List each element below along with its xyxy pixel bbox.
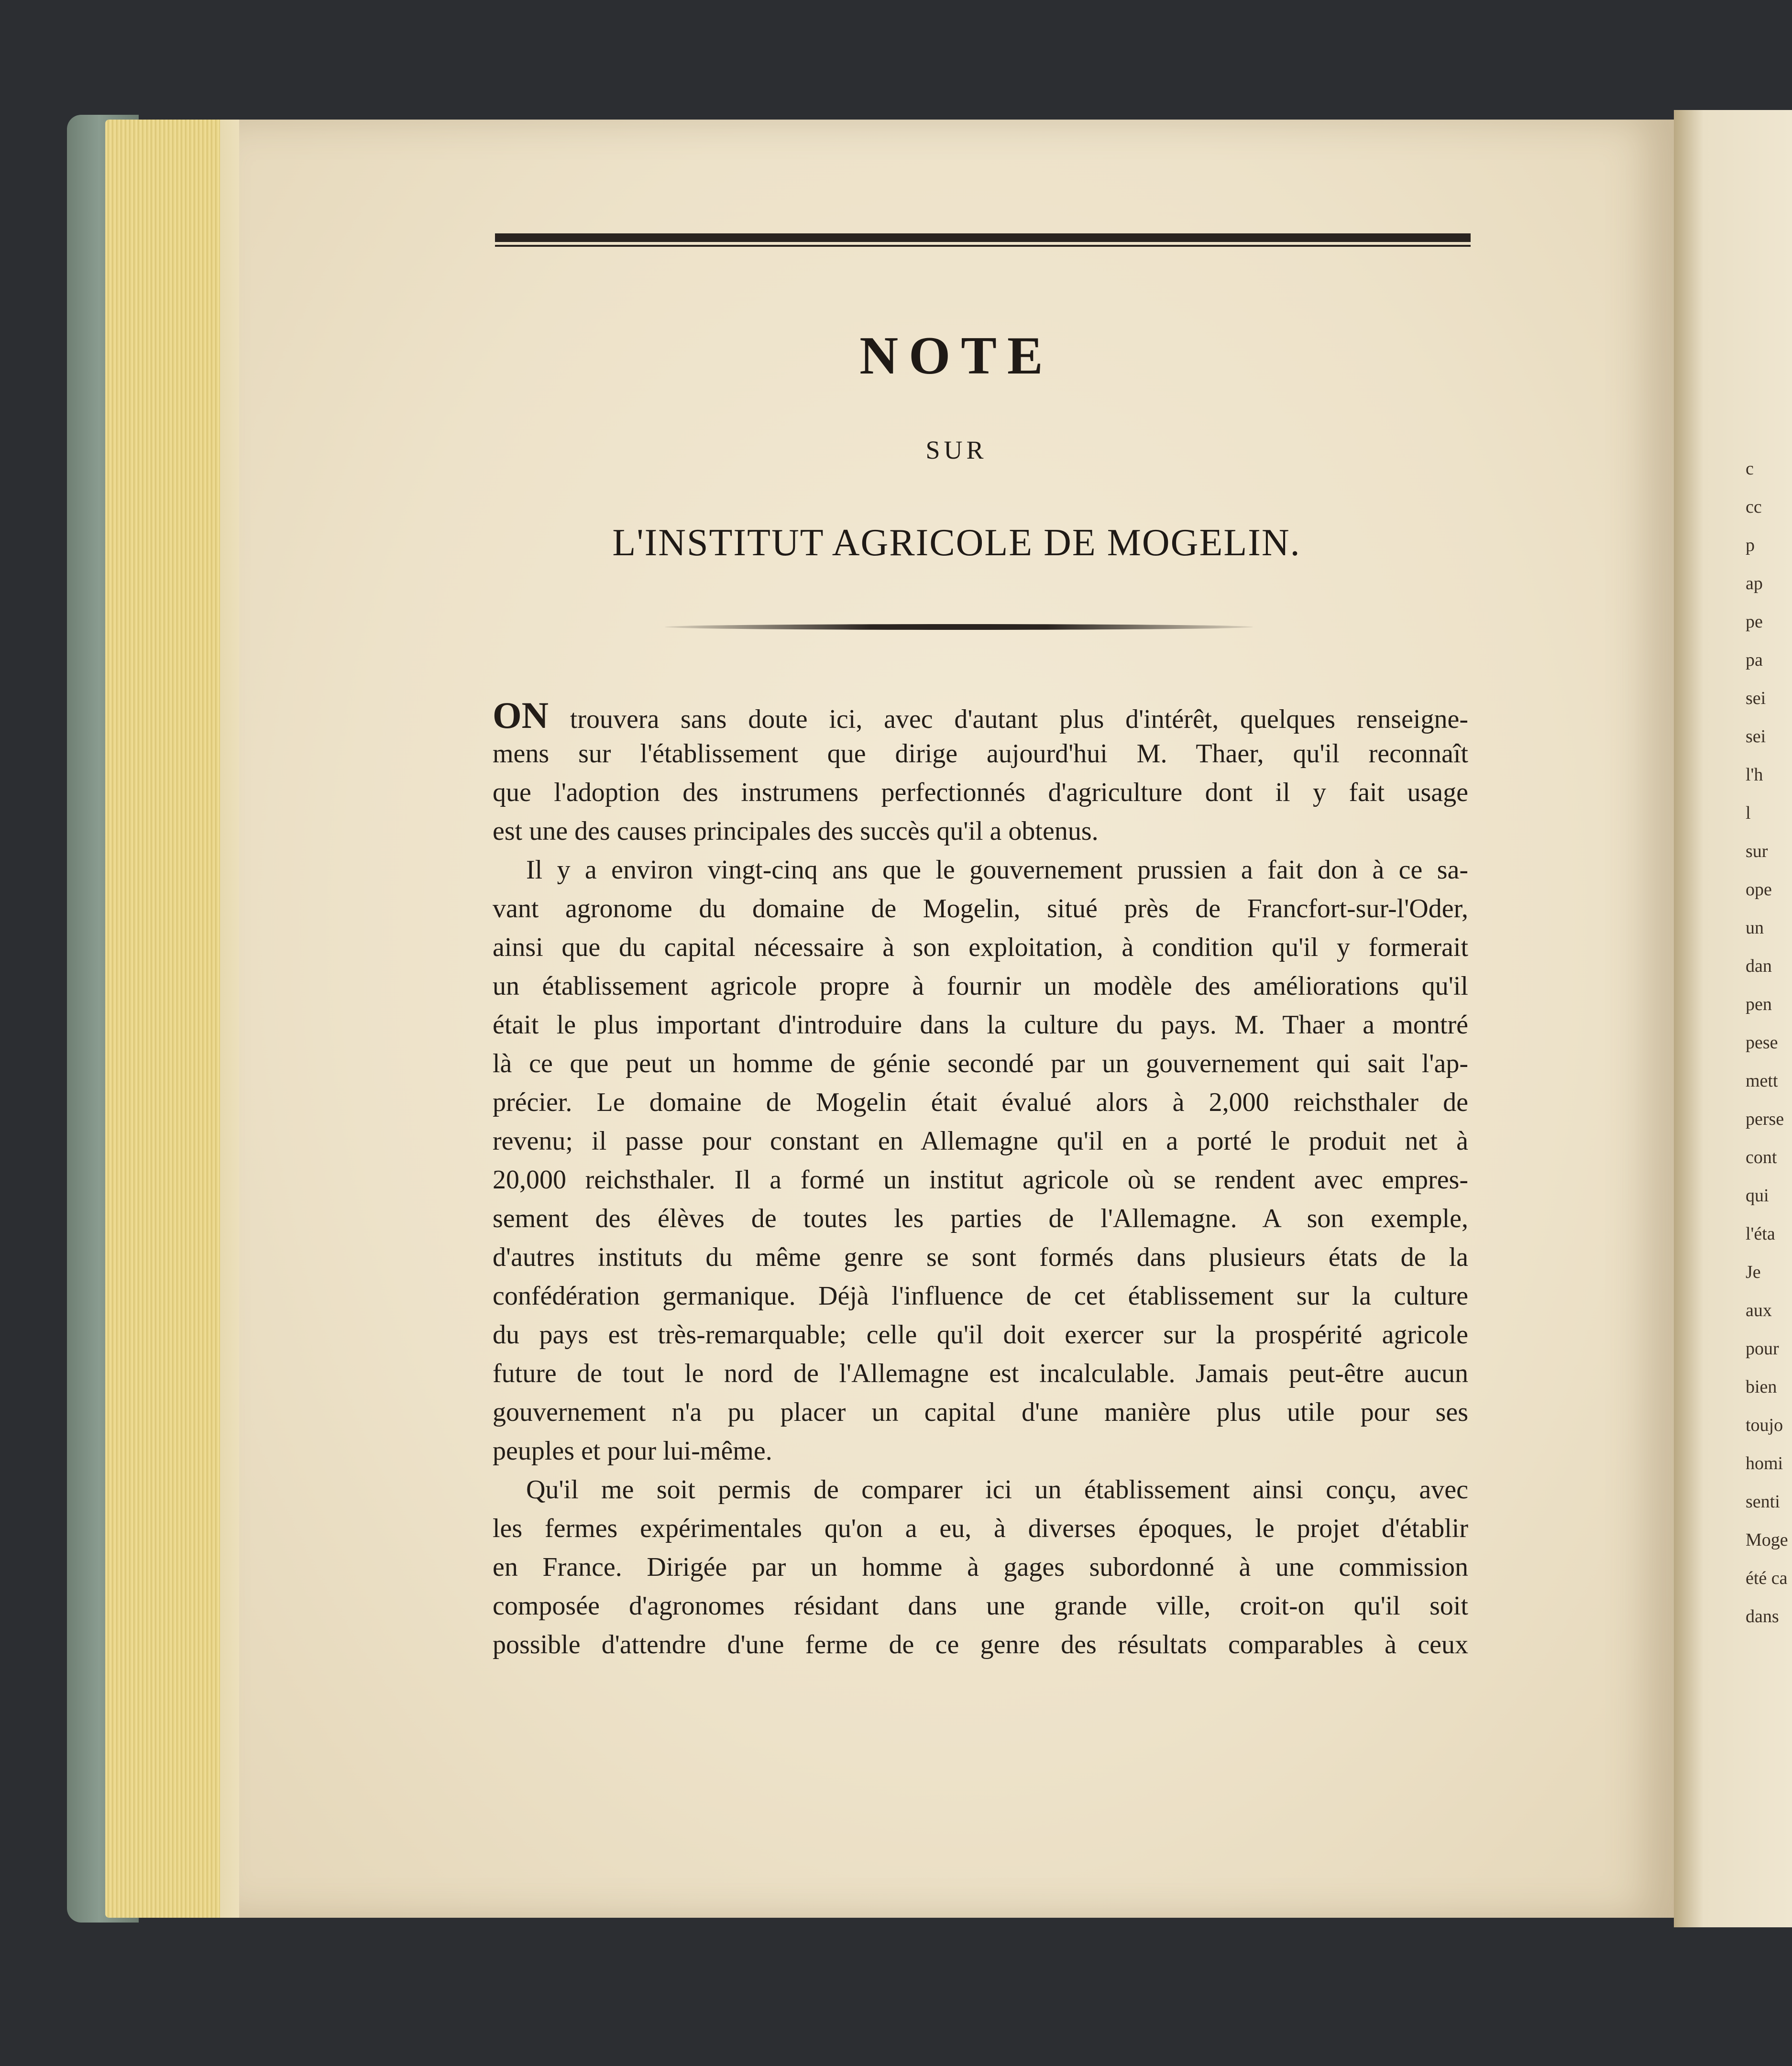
adjacent-word: p — [1746, 535, 1755, 555]
adjacent-word: dan — [1746, 956, 1772, 976]
drop-cap: ON — [493, 694, 549, 736]
adjacent-word: sei — [1746, 726, 1766, 747]
page-edges — [105, 120, 249, 1918]
adjacent-word: l'h — [1746, 765, 1763, 785]
adjacent-word: ap — [1746, 573, 1763, 593]
adjacent-word: Je — [1746, 1262, 1761, 1282]
text-line: future de tout le nord de l'Allemagne est incalculable. Jamais peut-être aucun — [493, 1359, 1468, 1388]
text-line: est une des causes principales des succès qu'il a obtenus. — [493, 816, 1099, 846]
adjacent-word: c — [1746, 459, 1754, 479]
page-subtitle: L'INSTITUT AGRICOLE DE MOGELIN. — [612, 522, 1301, 564]
adjacent-word: sur — [1746, 841, 1768, 861]
text-line: ON trouvera sans doute ici, avec d'autant plus d'intérêt, quelques renseigne- — [493, 694, 1468, 736]
adjacent-word: sei — [1746, 688, 1766, 708]
adjacent-word: ope — [1746, 879, 1772, 900]
text-line: vant agronome du domaine de Mogelin, situé près de Francfort-sur-l'Oder, — [493, 894, 1468, 923]
text-line: là ce que peut un homme de génie secondé par un gouvernement qui sait l'ap- — [493, 1049, 1468, 1078]
text-line: en France. Dirigée par un homme à gages subordonné à une commission — [493, 1552, 1468, 1582]
adjacent-word: un — [1746, 918, 1764, 938]
text-line: mens sur l'établissement que dirige aujourd'hui M. Thaer, qu'il reconnaît — [493, 739, 1468, 769]
adjacent-word: l — [1746, 803, 1751, 823]
adjacent-word: homi — [1746, 1453, 1783, 1473]
adjacent-word: cont — [1746, 1147, 1777, 1167]
adjacent-word: pese — [1746, 1033, 1778, 1053]
page-title: NOTE — [859, 326, 1054, 385]
text-line: composée d'agronomes résidant dans une grande ville, croit-on qu'il soit — [493, 1591, 1468, 1621]
text-line: gouvernement n'a pu placer un capital d'une manière plus utile pour ses — [493, 1397, 1468, 1427]
text-line: sement des élèves de toutes les parties de l'Allemagne. A son exemple, — [493, 1204, 1468, 1233]
adjacent-word: perse — [1746, 1109, 1784, 1129]
text-line: précier. Le domaine de Mogelin était évalué alors à 2,000 reichsthaler de — [493, 1088, 1468, 1117]
top-rule — [495, 233, 1471, 242]
text-line: du pays est très-remarquable; celle qu'il doit exercer sur la prospérité agricole — [493, 1320, 1468, 1350]
adjacent-word: pour — [1746, 1339, 1779, 1359]
text-line: que l'adoption des instrumens perfectionnés d'agriculture dont il y fait usage — [493, 778, 1468, 807]
adjacent-word: aux — [1746, 1300, 1772, 1320]
text-line: Il y a environ vingt-cinq ans que le gouvernement prussien a fait don à ce sa- — [526, 855, 1468, 885]
adjacent-word: qui — [1746, 1186, 1769, 1206]
adjacent-word: cc — [1746, 497, 1762, 517]
adjacent-word: l'éta — [1746, 1224, 1775, 1244]
adjacent-word: senti — [1746, 1492, 1780, 1512]
body-text — [493, 696, 1468, 1664]
text-line: 20,000 reichsthaler. Il a formé un institut agricole où se rendent avec empres- — [493, 1165, 1468, 1195]
text-line: les fermes expérimentales qu'on a eu, à diverses époques, le projet d'établir — [493, 1514, 1468, 1543]
text-line: était le plus important d'introduire dans la culture du pays. M. Thaer a montré — [493, 1010, 1468, 1040]
text-line: ainsi que du capital nécessaire à son exploitation, à condition qu'il y formerait — [493, 933, 1468, 962]
text-line: confédération germanique. Déjà l'influence de cet établissement sur la culture — [493, 1281, 1468, 1311]
adjacent-word: été ca — [1746, 1568, 1788, 1588]
text-line: possible d'attendre d'une ferme de ce genre des résultats comparables à ceux — [493, 1630, 1468, 1659]
text-line: d'autres instituts du même genre se sont formés dans plusieurs états de la — [493, 1242, 1468, 1272]
adjacent-word: mett — [1746, 1071, 1778, 1091]
ornamental-rule — [665, 624, 1253, 630]
text-line: un établissement agricole propre à fournir un modèle des améliorations qu'il — [493, 971, 1468, 1001]
text-line: peuples et pour lui-même. — [493, 1436, 772, 1466]
title-connector: SUR — [925, 436, 988, 464]
text-line: revenu; il passe pour constant en Allemagne qu'il en a porté le produit net à — [493, 1126, 1468, 1156]
adjacent-word: bien — [1746, 1377, 1777, 1397]
adjacent-word: pa — [1746, 650, 1763, 670]
adjacent-word: Moge — [1746, 1530, 1788, 1550]
adjacent-word: dans — [1746, 1606, 1779, 1626]
adjacent-word: toujo — [1746, 1415, 1783, 1435]
adjacent-word: pen — [1746, 994, 1772, 1014]
text-line: Qu'il me soit permis de comparer ici un établissement ainsi conçu, avec — [526, 1475, 1468, 1505]
adjacent-page-text — [1746, 450, 1792, 1636]
adjacent-word: pe — [1746, 612, 1763, 632]
